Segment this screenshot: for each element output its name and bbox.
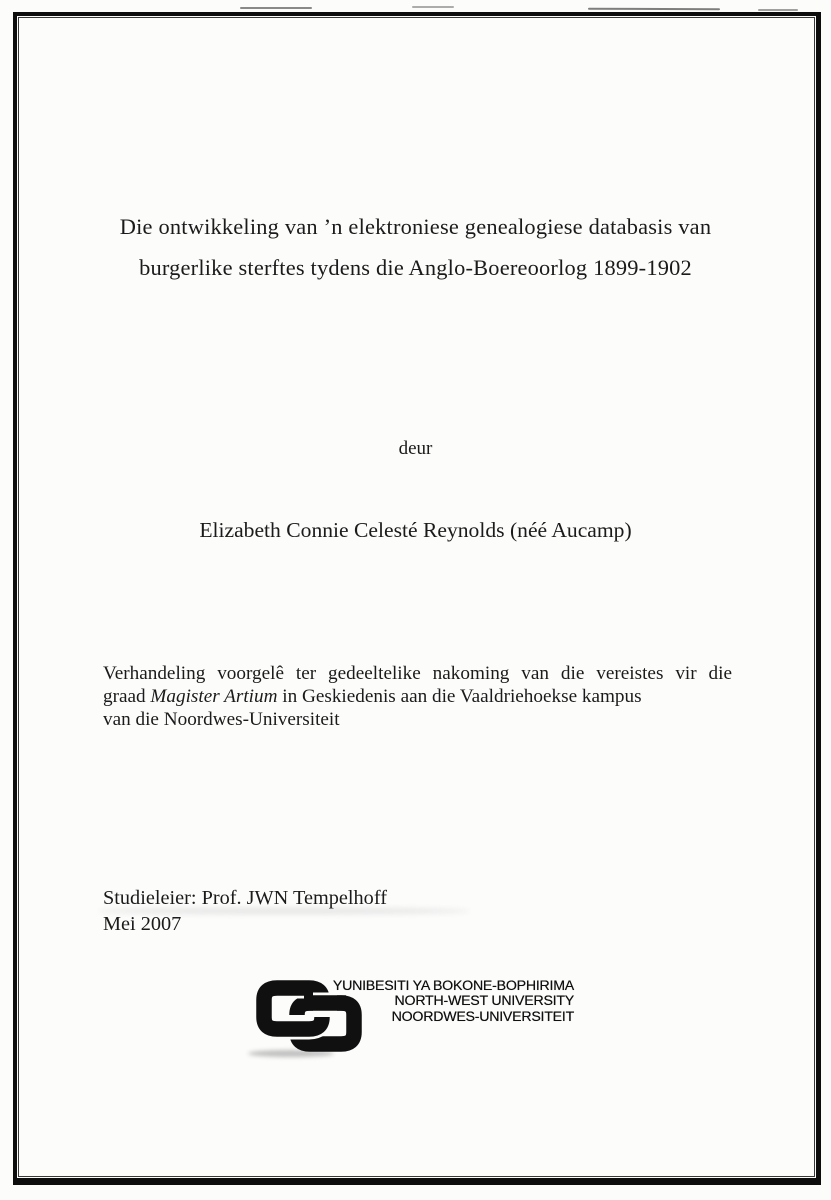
scan-artifact [758,9,798,11]
thesis-title-line-2: burgerlike sterftes tydens die Anglo-Boereoorlog 1899-1902 [139,255,692,280]
degree-statement-line-2 [103,685,732,708]
scan-artifact [412,6,454,8]
degree-statement-line-3: van die Noordwes-Universiteit [103,709,340,731]
nwu-logo-text-english: NORTH-WEST UNIVERSITY [394,993,574,1010]
nwu-logo-text-afrikaans: NOORDWES-UNIVERSITEIT [391,1008,574,1025]
thesis-title [55,206,776,288]
degree-statement-line-1: Verhandeling voorgelê ter gedeeltelike nakoming van die vereistes vir die [103,663,732,684]
nwu-logo-text [270,979,574,1025]
scan-artifact [240,7,312,9]
degree-statement-line-2-pre: graad [103,686,151,708]
supervisor-block [103,886,387,937]
date-line: Mei 2007 [103,912,182,935]
degree-statement-line-2-post: in Geskiedenis aan die Vaaldriehoekse kampus [277,686,642,708]
nwu-logo-text-setswana: YUNIBESITI YA BOKONE-BOPHIRIMA [332,978,574,994]
scan-artifact [588,8,720,10]
author-name: Elizabeth Connie Celesté Reynolds (néé Aucamp) [199,518,632,542]
degree-name-italic: Magister Artium [150,686,278,708]
thesis-title-line-1: Die ontwikkeling van ’n elektroniese genealogiese databasis van [119,214,712,239]
byline-label: deur [398,438,433,459]
degree-statement [103,662,732,732]
supervisor-line: Studieleier: Prof. JWN Tempelhoff [103,887,387,909]
